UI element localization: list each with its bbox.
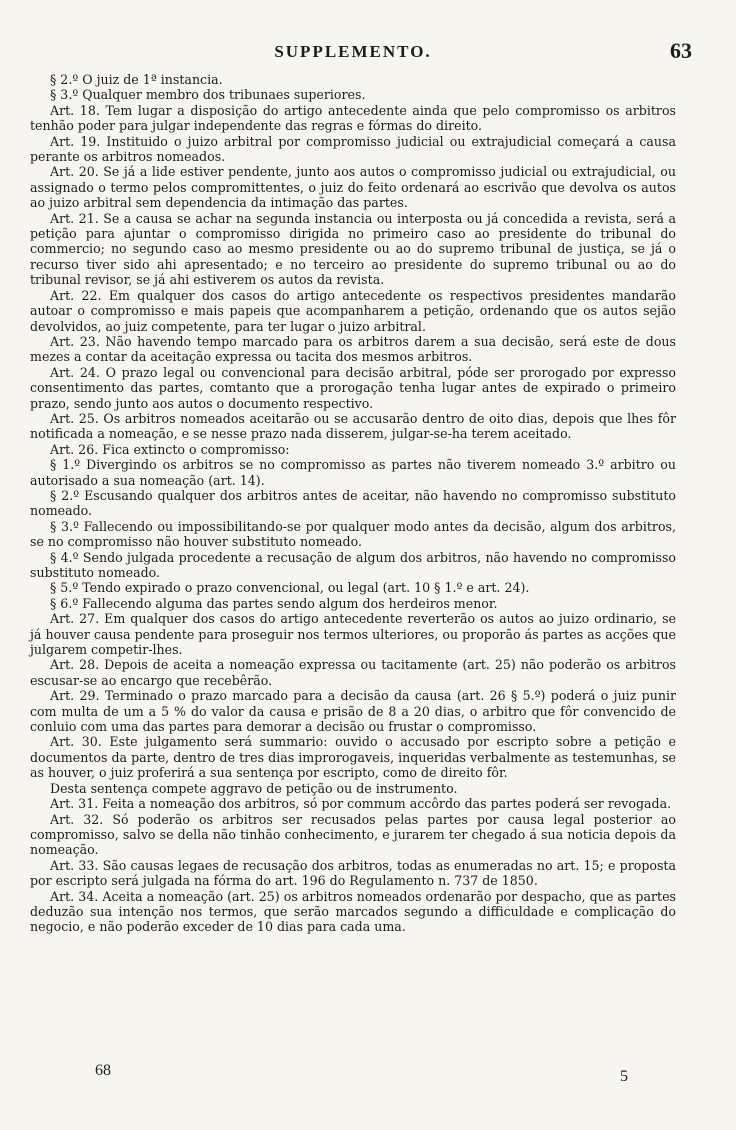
paragraph: Art. 27. Em qualquer dos casos do artigo antecedente reverterão os autos ao juizo ordinario, se já houver causa pendente para proseguir nos termos ulteriores, ou proporão ás partes as acções que julgarem competir-lhes.	[30, 611, 676, 658]
paragraph: Art. 29. Terminado o prazo marcado para a decisão da causa (art. 26 § 5.º) poderá o juiz punir com multa de um a 5 % do valor da causa e prisão de 8 a 20 dias, o arbitro que fôr convencido de conluio com uma das partes para demorar a decisão ou frustar o compromisso.	[30, 688, 676, 735]
footer-number: 5	[620, 1068, 628, 1085]
paragraph: § 2.º Escusando qualquer dos arbitros antes de aceitar, não havendo no compromisso substituto nomeado.	[30, 487, 676, 519]
page-header	[30, 38, 692, 70]
paragraph: Art. 24. O prazo legal ou convencional para decisão arbitral, póde ser prorogado por expresso consentimento das partes, comtanto que a prorogação tenha lugar antes de expirado o primeiro prazo, sendo junto aos autos o documento respectivo.	[30, 364, 676, 411]
paragraph: Art. 20. Se já a lide estiver pendente, junto aos autos o compromisso judicial ou extrajudicial, ou assignado o termo pelos compromittentes, o juiz do feito ordenará ao escrivão que devolva os autos ao juizo arbitral sem dependencia da intimação das partes.	[30, 164, 676, 211]
paragraph: Art. 28. Depois de aceita a nomeação expressa ou tacitamente (art. 25) não poderão os arbitros escusar-se ao encargo que recebêrão.	[30, 657, 676, 688]
paragraph: § 3.º Qualquer membro dos tribunaes superiores.	[50, 87, 366, 103]
paragraph: Art. 21. Se a causa se achar na segunda instancia ou interposta ou já concedida a revista, será a petição para ajuntar o compromisso dirigida no primeiro caso ao presidente do tribunal do commercio; no segundo caso ao mesmo presidente ou ao do supremo tribunal de justiça, se já o recurso tiver sido ahi apresentado; e no terceiro ao presidente do supremo tribunal ou ao do tribunal revisor, se já ahi estiverem os autos da revista.	[30, 210, 676, 288]
paragraph: Art. 25. Os arbitros nomeados aceitarão ou se accusarão dentro de oito dias, depois que lhes fôr notificada a nomeação, e se nesse prazo nada disserem, julgar-se-ha terem aceitado.	[30, 410, 676, 442]
document-body	[30, 72, 676, 935]
paragraph: § 3.º Fallecendo ou impossibilitando-se por qualquer modo antes da decisão, algum dos arbitros, se no compromisso não houver substituto nomeado.	[30, 518, 676, 550]
paragraph: Art. 34. Aceita a nomeação (art. 25) os arbitros nomeados ordenarão por despacho, que as partes deduzão sua intenção nos termos, que serão marcados segundo a difficuldade e complicação do negocio, e não poderão exceder de 10 dias para cada uma.	[30, 888, 676, 935]
running-title: SUPPLEMENTO.	[274, 42, 432, 61]
paragraph: § 1.º Divergindo os arbitros se no compromisso as partes não tiverem nomeado 3.º arbitro ou autorisado a sua nomeação (art. 14).	[30, 457, 676, 488]
page-number: 63	[670, 38, 692, 63]
paragraph: Art. 18. Tem lugar a disposição do artigo antecedente ainda que pelo compromisso os arbitros tenhão poder para julgar independente das regras e fórmas do direito.	[30, 102, 676, 134]
paragraph: Art. 30. Este julgamento será summario: ouvido o accusado por escripto sobre a petição e documentos da parte, dentro de tres dias improrogaveis, inqueridas verbalmente as testemunhas, se as houver, o juiz proferirá a sua sentença por escripto, como de direito fôr.	[30, 734, 676, 781]
paragraph: Art. 23. Não havendo tempo marcado para os arbitros darem a sua decisão, será este de dous mezes a contar da aceitação expressa ou tacita dos mesmos arbitros.	[30, 333, 676, 365]
signature-mark: 68	[95, 1062, 111, 1079]
paragraph: Desta sentença compete aggravo de petição ou de instrumento.	[50, 780, 458, 796]
paragraph: Art. 19. Instituido o juizo arbitral por compromisso judicial ou extrajudicial começará a causa perante os arbitros nomeados.	[30, 133, 676, 165]
paragraph: § 2.º O juiz de 1ª instancia.	[50, 72, 223, 87]
paragraph: § 6.º Fallecendo alguma das partes sendo algum dos herdeiros menor.	[50, 595, 498, 611]
paragraph: Art. 26. Fica extincto o compromisso:	[50, 441, 290, 457]
paragraph: Art. 22. Em qualquer dos casos do artigo antecedente os respectivos presidentes mandarão autoar o compromisso e mais papeis que acompanharem a petição, ordenando que os autos sejão devolvidos, ao juiz competente, para ter lugar o juizo arbitral.	[30, 287, 676, 334]
paragraph: Art. 32. Só poderão os arbitros ser recusados pelas partes por causa legal posterior ao compromisso, salvo se della não tinhão conhecimento, e jurarem ter chegado á sua noticia depois da nomeação.	[30, 811, 676, 858]
paragraph: § 5.º Tendo expirado o prazo convencional, ou legal (art. 10 § 1.º e art. 24).	[50, 580, 530, 596]
paragraph: § 4.º Sendo julgada procedente a recusação de algum dos arbitros, não havendo no compromisso substituto nomeado.	[30, 549, 676, 580]
paragraph: Art. 33. São causas legaes de recusação dos arbitros, todas as enumeradas no art. 15; e proposta por escripto será julgada na fórma do art. 196 do Regulamento n. 737 de 1850.	[30, 857, 676, 889]
paragraph: Art. 31. Feita a nomeação dos arbitros, só por commum accôrdo das partes poderá ser revogada.	[50, 796, 672, 812]
